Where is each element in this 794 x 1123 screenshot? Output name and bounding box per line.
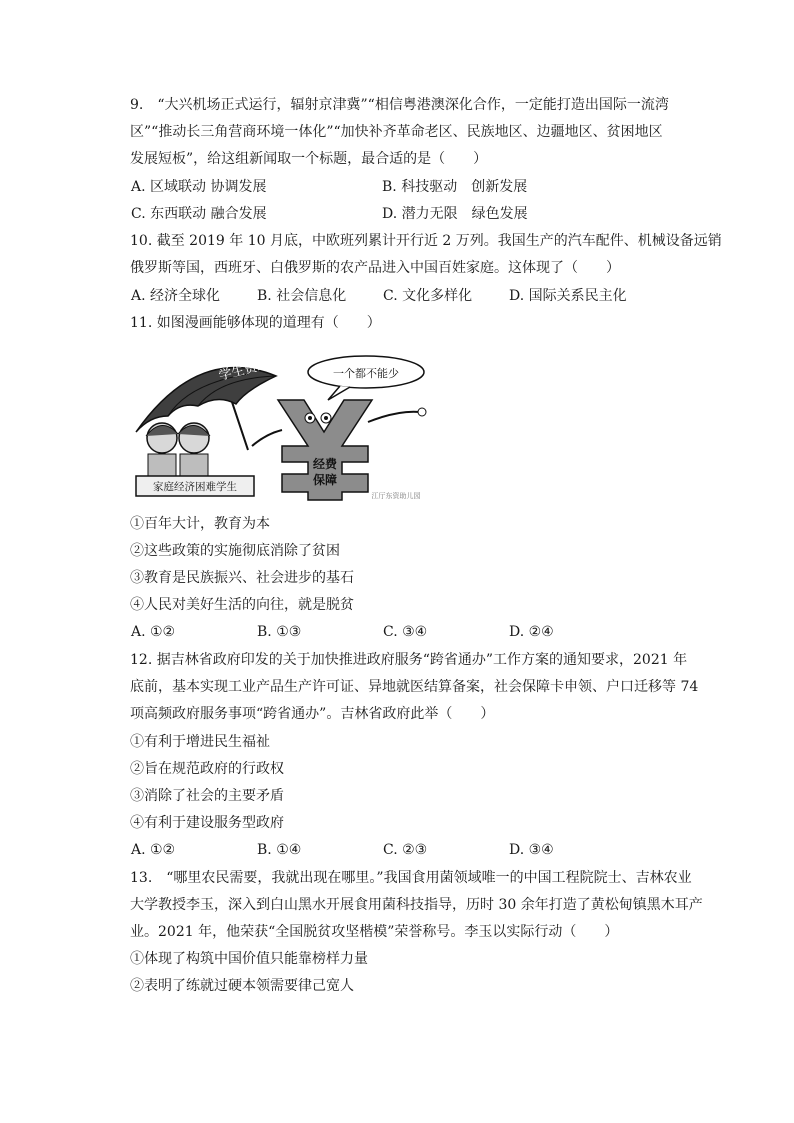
q9-option-d: D. 潜力无限 绿色发展 [382, 206, 528, 222]
q10-option-d: D. 国际关系民主化 [509, 288, 627, 304]
q11-cartoon-image [128, 350, 446, 502]
q12-statement-2: ②旨在规范政府的行政权 [130, 761, 284, 777]
q12-stem-line-2: 底前，基本实现工业产品生产许可证、异地就医结算备案，社会保障卡申领、户口迁移等 74 [130, 679, 699, 695]
speech-bubble-text: 一个都不能少 [333, 367, 399, 380]
q11-option-b: B. ①③ [257, 624, 302, 640]
q9-option-a: A. 区域联动 协调发展 [131, 179, 267, 195]
q12-option-b: B. ①④ [257, 842, 302, 858]
q11-option-d: D. ②④ [509, 624, 554, 640]
q9-stem-line-2: 区”“推动长三角营商环境一体化”“加快补齐革命老区、民族地区、边疆地区、贫困地区 [130, 124, 663, 140]
q12-stem-line-1: 12. 据吉林省政府印发的关于加快推进政府服务“跨省通办”工作方案的通知要求，2021 年 [130, 652, 688, 668]
watermark-text: 江厅东资助儿园 [371, 492, 421, 500]
q12-stem-line-3: 项高频政府服务事项“跨省通办”。吉林省政府此举（ ） [130, 706, 495, 722]
q9-stem-line-3: 发展短板”，给这组新闻取一个标题，最合适的是（ ） [130, 151, 488, 167]
q12-option-d: D. ③④ [509, 842, 554, 858]
q10-stem-line-1: 10. 截至 2019 年 10 月底，中欧班列累计开行近 2 万列。我国生产的汽车配件、机械设备远销 [130, 233, 722, 249]
q11-statement-4: ④人民对美好生活的向往，就是脱贫 [130, 597, 354, 613]
q11-statement-2: ②这些政策的实施彻底消除了贫困 [130, 543, 340, 559]
q13-statement-2: ②表明了练就过硬本领需要律己宽人 [130, 978, 354, 994]
q13-stem-line-3: 业。2021 年，他荣获“全国脱贫攻坚楷模”荣誉称号。李玉以实际行动（ ） [130, 924, 619, 940]
q11-option-c: C. ③④ [383, 624, 428, 640]
q12-option-c: C. ②③ [383, 842, 428, 858]
q10-stem-line-2: 俄罗斯等国，西班牙、白俄罗斯的农产品进入中国百姓家庭。这体现了（ ） [130, 260, 620, 276]
q11-option-a: A. ①② [131, 624, 176, 640]
funding-text-1: 经费 [312, 457, 338, 471]
q9-stem-line-1: 9. “大兴机场正式运行，辐射京津冀”“相信粤港澳深化合作，一定能打造出国际一流湾 [130, 97, 669, 113]
q10-option-a: A. 经济全球化 [131, 288, 221, 304]
q12-statement-4: ④有利于建设服务型政府 [130, 815, 284, 831]
q12-statement-3: ③消除了社会的主要矛盾 [130, 788, 284, 804]
q10-option-b: B. 社会信息化 [257, 288, 347, 304]
q11-statement-1: ①百年大计，教育为本 [130, 516, 270, 532]
q11-statement-3: ③教育是民族振兴、社会进步的基石 [130, 570, 354, 586]
q9-option-b: B. 科技驱动 创新发展 [382, 179, 528, 195]
q12-statement-1: ①有利于增进民生福祉 [130, 734, 270, 750]
q10-option-c: C. 文化多样化 [383, 288, 473, 304]
q13-stem-line-2: 大学教授李玉，深入到白山黑水开展食用菌科技指导，历时 30 余年打造了黄松甸镇黑木耳产 [130, 897, 703, 913]
funding-text-2: 保障 [312, 473, 338, 487]
q13-stem-line-1: 13. “哪里农民需要，我就出现在哪里。”我国食用菌领域唯一的中国工程院院士、吉林农业 [130, 870, 692, 886]
caption-text: 家庭经济困难学生 [153, 481, 237, 493]
q11-stem: 11. 如图漫画能够体现的道理有（ ） [130, 315, 381, 331]
q12-option-a: A. ①② [131, 842, 176, 858]
umbrella-text: 学生资助政策 [217, 350, 297, 384]
q9-option-c: C. 东西联动 融合发展 [131, 206, 267, 222]
q13-statement-1: ①体现了构筑中国价值只能靠榜样力量 [130, 951, 368, 967]
